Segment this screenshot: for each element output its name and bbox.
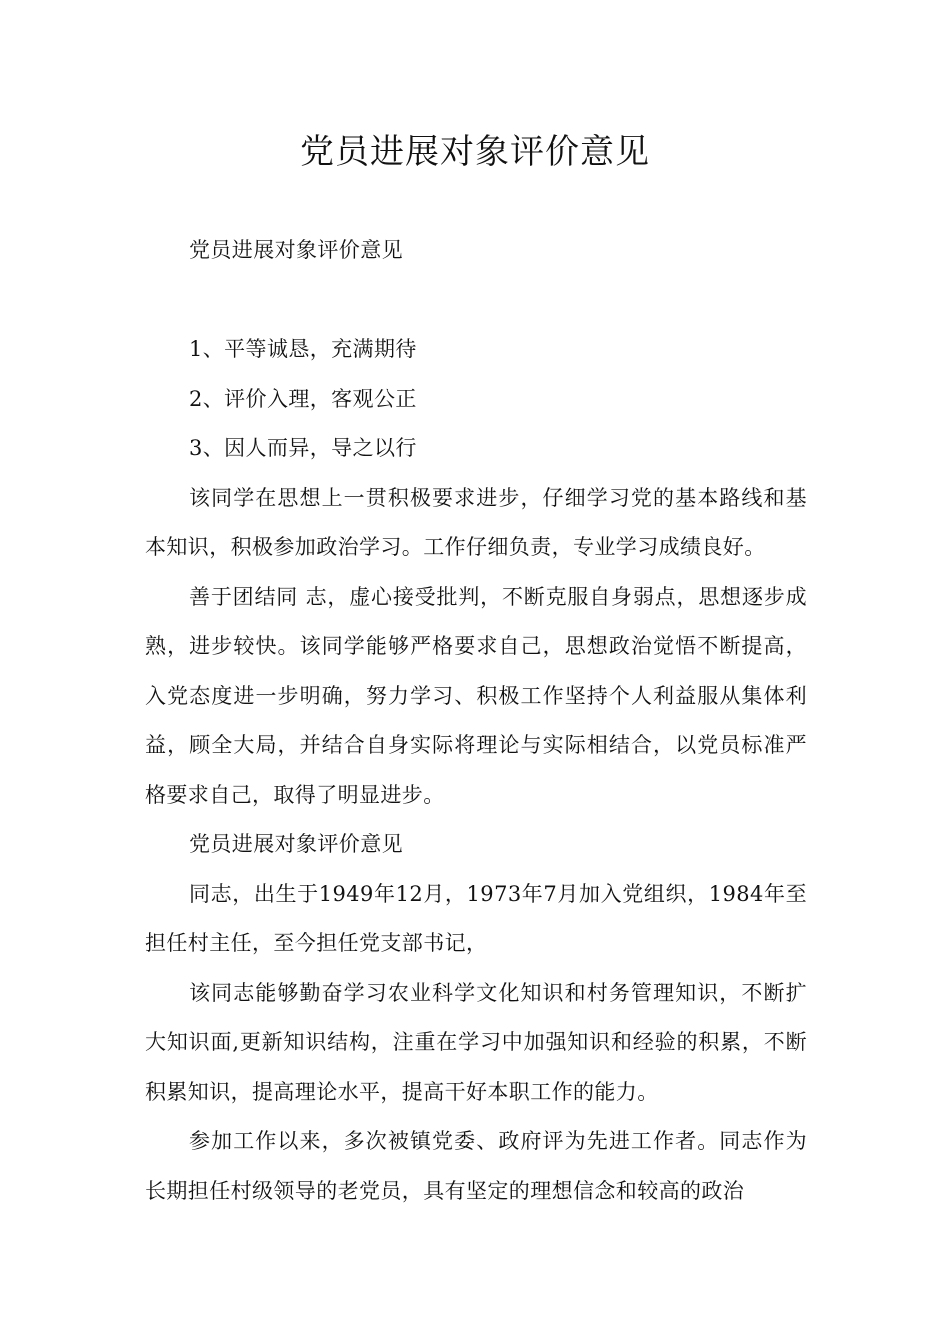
body-paragraph: 该同志能够勤奋学习农业科学文化知识和村务管理知识，不断扩大知识面,更新知识结构，注重在学习中加强知识和经验的积累，不断积累知识，提高理论水平，提高干好本职工作的能力。 <box>145 980 807 1104</box>
document-subtitle: 党员进展对象评价意见 <box>189 238 403 262</box>
spacer-line <box>145 276 807 326</box>
body-paragraph: 善于团结同 志，虚心接受批判，不断克服自身弱点，思想逐步成熟，进步较快。该同学能够严格要求自己，思想政治觉悟不断提高，入党态度进一步明确，努力学习、积极工作坚持个人利益服从集体利益，顾全大局，并结合自身实际将理论与实际相结合，以党员标准严格要求自己，取得了明显进步。 <box>145 584 807 807</box>
body-paragraph: 参加工作以来，多次被镇党委、政府评为先进工作者。同志作为长期担任村级领导的老党员，具有坚定的理想信念和较高的政治 <box>145 1129 807 1203</box>
point-item: 2、评价入理，客观公正 <box>189 386 417 411</box>
document-body <box>145 226 807 1216</box>
section-heading: 党员进展对象评价意见 <box>189 832 403 856</box>
document-title: 党员进展对象评价意见 <box>300 132 650 172</box>
point-item: 1、平等诚恳，充满期待 <box>189 337 417 361</box>
body-paragraph: 该同学在思想上一贯积极要求进步，仔细学习党的基本路线和基本知识，积极参加政治学习。工作仔细负责，专业学习成绩良好。 <box>145 485 807 559</box>
body-paragraph: 同志，出生于1949年12月，1973年7月加入党组织，1984年至担任村主任，至今担任党支部书记， <box>145 881 807 955</box>
point-item: 3、因人而异，导之以行 <box>189 436 417 460</box>
